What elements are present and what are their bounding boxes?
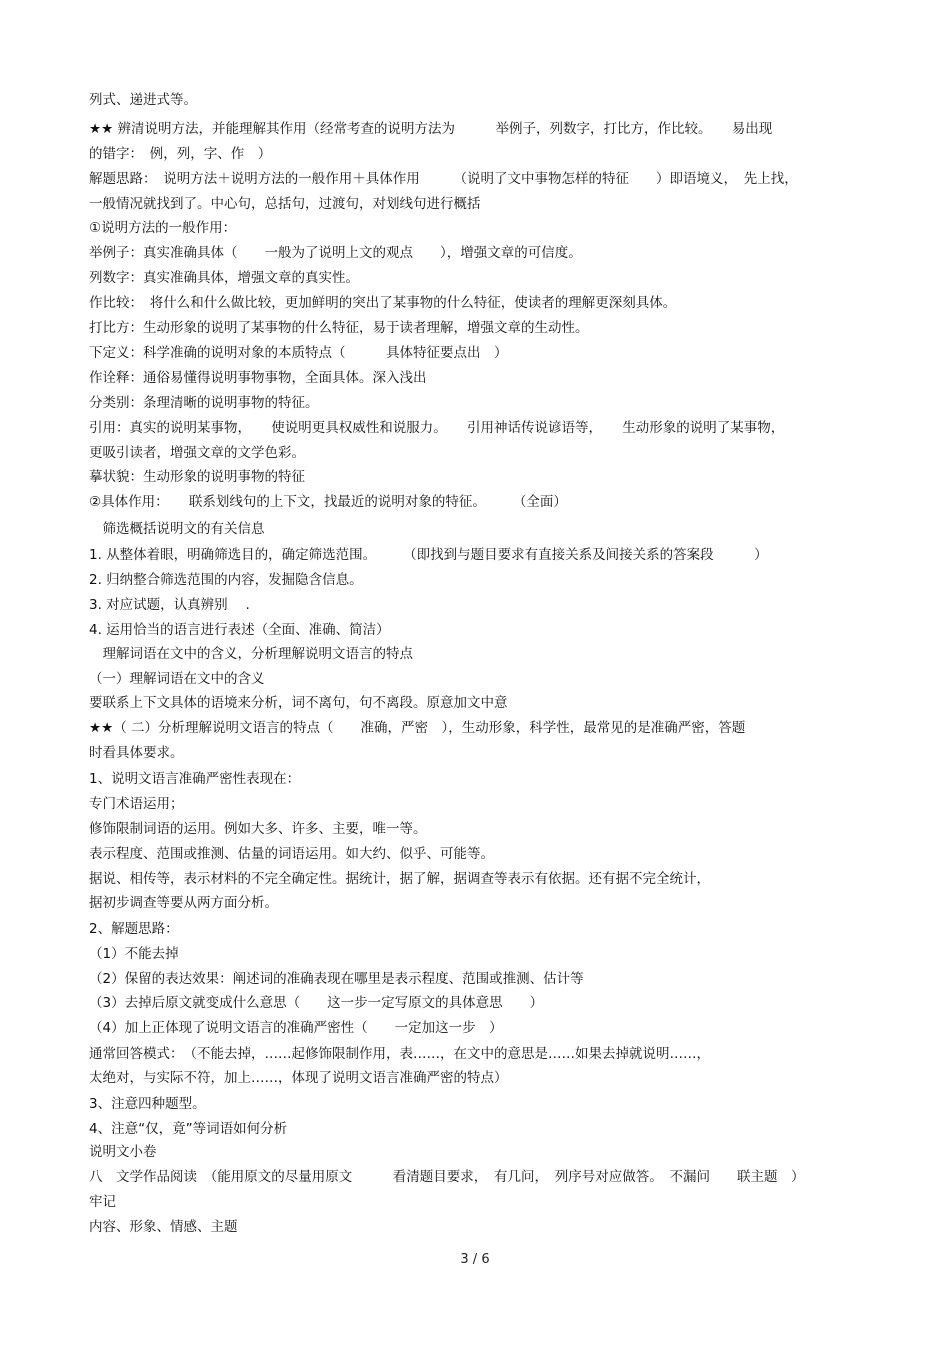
text-line: 解题思路： 说明方法＋说明方法的一般作用＋具体作用 （说明了文中事物怎样的特征 ）即语境义， 先上找，: [89, 171, 798, 187]
text-line: 4. 运用恰当的语言进行表述（全面、准确、简洁）: [89, 622, 390, 638]
text-line: 时看具体要求。: [89, 745, 184, 761]
text-line: ★★ 辨清说明方法，并能理解其作用（经常考查的说明方法为 举例子，列数字，打比方，作比较。 易出现: [89, 121, 773, 137]
text-line: 分类别：条理清晰的说明事物的特征。: [89, 395, 319, 411]
text-line: （一）理解词语在文中的含义: [89, 671, 265, 687]
text-line: （4）加上正体现了说明文语言的准确严密性（ 一定加这一步 ）: [89, 1020, 503, 1036]
text-line: 举例子：真实准确具体（ 一般为了说明上文的观点 ），增强文章的可信度。: [89, 245, 582, 261]
text-line: 打比方：生动形象的说明了某事物的什么特征，易于读者理解，增强文章的生动性。: [89, 320, 589, 336]
text-line: （1）不能去掉: [89, 946, 179, 962]
text-line: 2、解题思路：: [89, 921, 179, 937]
text-line: 的错字： 例，列，字、作 ）: [89, 146, 272, 162]
text-line: 作比较： 将什么和什么做比较，更加鲜明的突出了某事物的什么特征，使读者的理解更深刻具体。: [89, 295, 677, 311]
text-line: 要联系上下文具体的语境来分析，词不离句，句不离段。原意加文中意: [89, 695, 508, 711]
text-line: 下定义：科学准确的说明对象的本质特点（ 具体特征要点出 ）: [89, 345, 508, 361]
text-line: 说明文小卷: [89, 1144, 157, 1160]
text-line: 通常回答模式： （不能去掉，……起修饰限制作用，表……，在文中的意思是……如果去掉就说明……，: [89, 1046, 710, 1062]
text-line: 3、注意四种题型。: [89, 1096, 206, 1112]
text-line: 修饰限制词语的运用。例如大多、许多、主要，唯一等。: [89, 821, 427, 837]
text-line: 八 文学作品阅读 （能用原文的尽量用原文 看清题目要求， 有几问， 列序号对应做答。 不漏问 联主题 ）: [89, 1169, 805, 1185]
page-number: 3 / 6: [460, 1252, 490, 1267]
text-line: 1. 从整体着眼，明确筛选目的，确定筛选范围。 （即找到与题目要求有直接关系及间接关系的答案段 ）: [89, 547, 768, 563]
text-line: 2. 归纳整合筛选范围的内容，发掘隐含信息。: [89, 572, 363, 588]
text-line: 摹状貌：生动形象的说明事物的特征: [89, 469, 305, 485]
text-line: ②具体作用： 联系划线句的上下文，找最近的说明对象的特征。 （全面）: [89, 494, 567, 510]
text-line: 据说、相传等，表示材料的不完全确定性。据统计，据了解，据调查等表示有依据。还有据不完全统计，: [89, 871, 710, 887]
text-line: 据初步调查等要从两方面分析。: [89, 895, 278, 911]
text-line: （3）去掉后原文就变成什么意思（ 这一步一定写原文的具体意思 ）: [89, 995, 544, 1011]
text-line: 更吸引读者，增强文章的文学色彩。: [89, 445, 305, 461]
text-line: 4、注意“仅，竟”等词语如何分析: [89, 1121, 288, 1137]
text-line: 表示程度、范围或推测、估量的词语运用。如大约、似乎、可能等。: [89, 846, 494, 862]
text-line: 列式、递进式等。: [89, 92, 197, 108]
text-line: 内容、形象、情感、主题: [89, 1219, 238, 1235]
text-line: 1、说明文语言准确严密性表现在：: [89, 771, 301, 787]
text-line: 专门术语运用；: [89, 796, 184, 812]
text-line: 一般情况就找到了。中心句，总括句，过渡句，对划线句进行概括: [89, 196, 481, 212]
text-line: 作诠释：通俗易懂得说明事物事物，全面具体。深入浅出: [89, 370, 427, 386]
text-line: 太绝对，与实际不符，加上……，体现了说明文语言准确严密的特点）: [89, 1070, 508, 1086]
text-line: ①说明方法的一般作用：: [89, 220, 237, 236]
text-line: ★★（ 二）分析理解说明文语言的特点（ 准确，严密 ），生动形象，科学性，最常见的是准确严密，答题: [89, 720, 746, 736]
section-heading: 筛选概括说明文的有关信息: [89, 521, 265, 537]
text-line: （2）保留的表达效果：阐述词的准确表现在哪里是表示程度、范围或推测、估计等: [89, 971, 584, 987]
text-line: 引用：真实的说明某事物， 使说明更具权威性和说服力。 引用神话传说谚语等， 生动形象的说明了某事物，: [89, 420, 785, 436]
text-line: 3. 对应试题，认真辨别 .: [89, 597, 250, 613]
text-line: 牢记: [89, 1194, 116, 1210]
text-line: 列数字：真实准确具体，增强文章的真实性。: [89, 270, 359, 286]
section-heading: 理解词语在文中的含义，分析理解说明文语言的特点: [89, 646, 413, 662]
